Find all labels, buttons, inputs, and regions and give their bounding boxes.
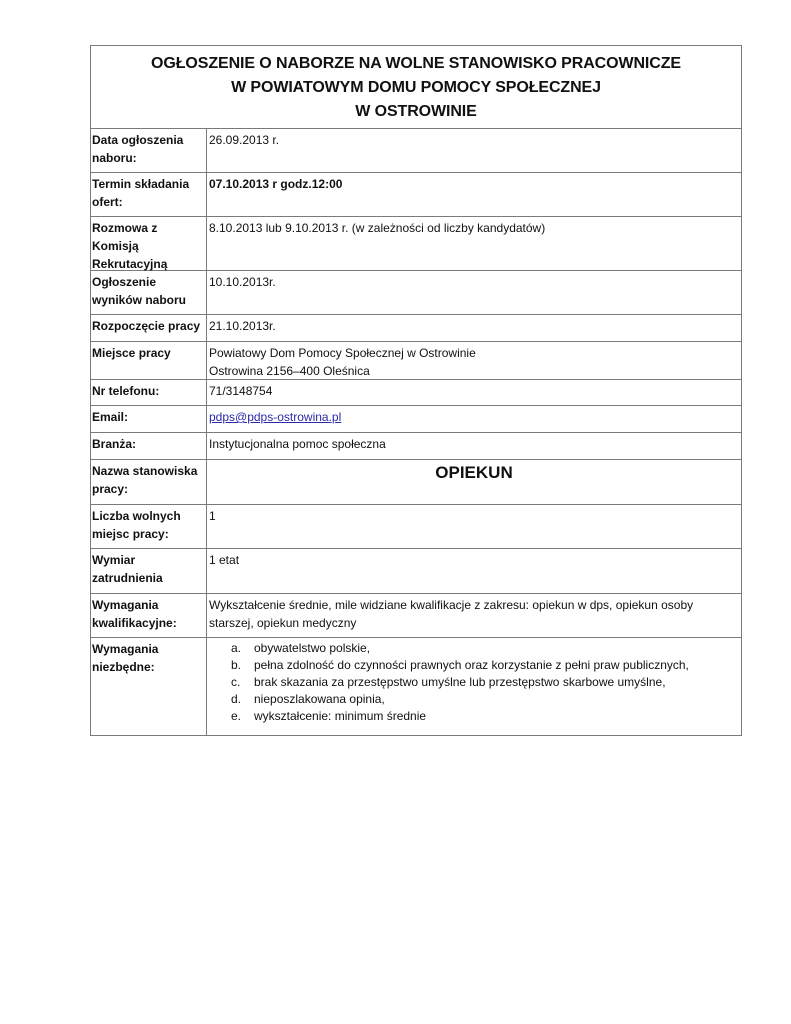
list-item: b. pełna zdolność do czynności prawnych oraz korzystanie z pełni praw publicznych, [231, 658, 689, 672]
list-item: c. brak skazania za przestępstwo umyślne lub przestępstwo skarbowe umyślne, [231, 675, 666, 689]
row-label: Liczba wolnych miejsc pracy: [91, 505, 207, 548]
address-line-1: Powiatowy Dom Pomocy Społecznej w Ostrowinie [209, 346, 476, 360]
row-value [207, 406, 741, 432]
document-title [91, 46, 741, 129]
job-posting-document [90, 45, 742, 736]
requirements-list [209, 640, 739, 725]
row-label: Termin składania ofert: [91, 173, 207, 216]
row-label: Wymagania niezbędne: [91, 638, 207, 735]
row-wymiar [91, 549, 741, 594]
row-label: Email: [91, 406, 207, 432]
title-line-1: OGŁOSZENIE O NABORZE NA WOLNE STANOWISKO PRACOWNICZE [151, 55, 681, 72]
row-liczba [91, 505, 741, 549]
row-stanowisko [91, 460, 741, 505]
list-item: a. obywatelstwo polskie, [231, 641, 371, 655]
row-termin [91, 173, 741, 217]
row-niezbedne [91, 638, 741, 735]
row-value [207, 638, 741, 735]
row-value: Instytucjonalna pomoc społeczna [209, 437, 386, 451]
row-label: Rozmowa z Komisją Rekrutacyjną [91, 217, 207, 270]
row-label: Branża: [91, 433, 207, 459]
row-label: Nr telefonu: [91, 380, 207, 405]
row-label: Nazwa stanowiska pracy: [91, 460, 207, 504]
row-value: 71/3148754 [209, 384, 273, 398]
position-name: OPIEKUN [435, 463, 513, 482]
row-miejsce [91, 342, 741, 380]
row-email [91, 406, 741, 433]
row-value: 1 etat [209, 553, 240, 567]
row-value: 07.10.2013 r godz.12:00 [209, 177, 343, 191]
row-value: 1 [209, 509, 216, 523]
list-item: e. wykształcenie: minimum średnie [231, 709, 427, 723]
address-line-2: Ostrowina 2156–400 Oleśnica [209, 364, 370, 378]
row-rozmowa [91, 217, 741, 271]
row-label: Rozpoczęcie pracy [91, 315, 207, 341]
row-value: 26.09.2013 r. [209, 133, 280, 147]
list-item: d. nieposzlakowana opinia, [231, 692, 385, 706]
title-line-2: W POWIATOWYM DOMU POMOCY SPOŁECZNEJ [231, 79, 601, 96]
row-ogloszenie-wynikow [91, 271, 741, 315]
row-kwalifikacyjne [91, 594, 741, 638]
row-branza [91, 433, 741, 460]
row-label: Miejsce pracy [91, 342, 207, 379]
title-line-3: W OSTROWINIE [355, 103, 477, 120]
row-value: 21.10.2013r. [209, 319, 276, 333]
row-telefon [91, 380, 741, 406]
row-label: Data ogłoszenia naboru: [91, 129, 207, 172]
email-link[interactable]: pdps@pdps-ostrowina.pl [209, 410, 342, 424]
row-value: 8.10.2013 lub 9.10.2013 r. (w zależności od liczby kandydatów) [209, 221, 546, 235]
row-label: Ogłoszenie wyników naboru [91, 271, 207, 314]
row-value: Wykształcenie średnie, mile widziane kwalifikacje z zakresu: opiekun w dps, opiekun osoby starszej, opiekun medyczny [209, 598, 694, 630]
row-label: Wymagania kwalifikacyjne: [91, 594, 207, 637]
row-data-ogloszenia [91, 129, 741, 173]
row-label: Wymiar zatrudnienia [91, 549, 207, 593]
row-value: 10.10.2013r. [209, 275, 276, 289]
row-value [207, 342, 741, 379]
row-rozpoczecie [91, 315, 741, 342]
